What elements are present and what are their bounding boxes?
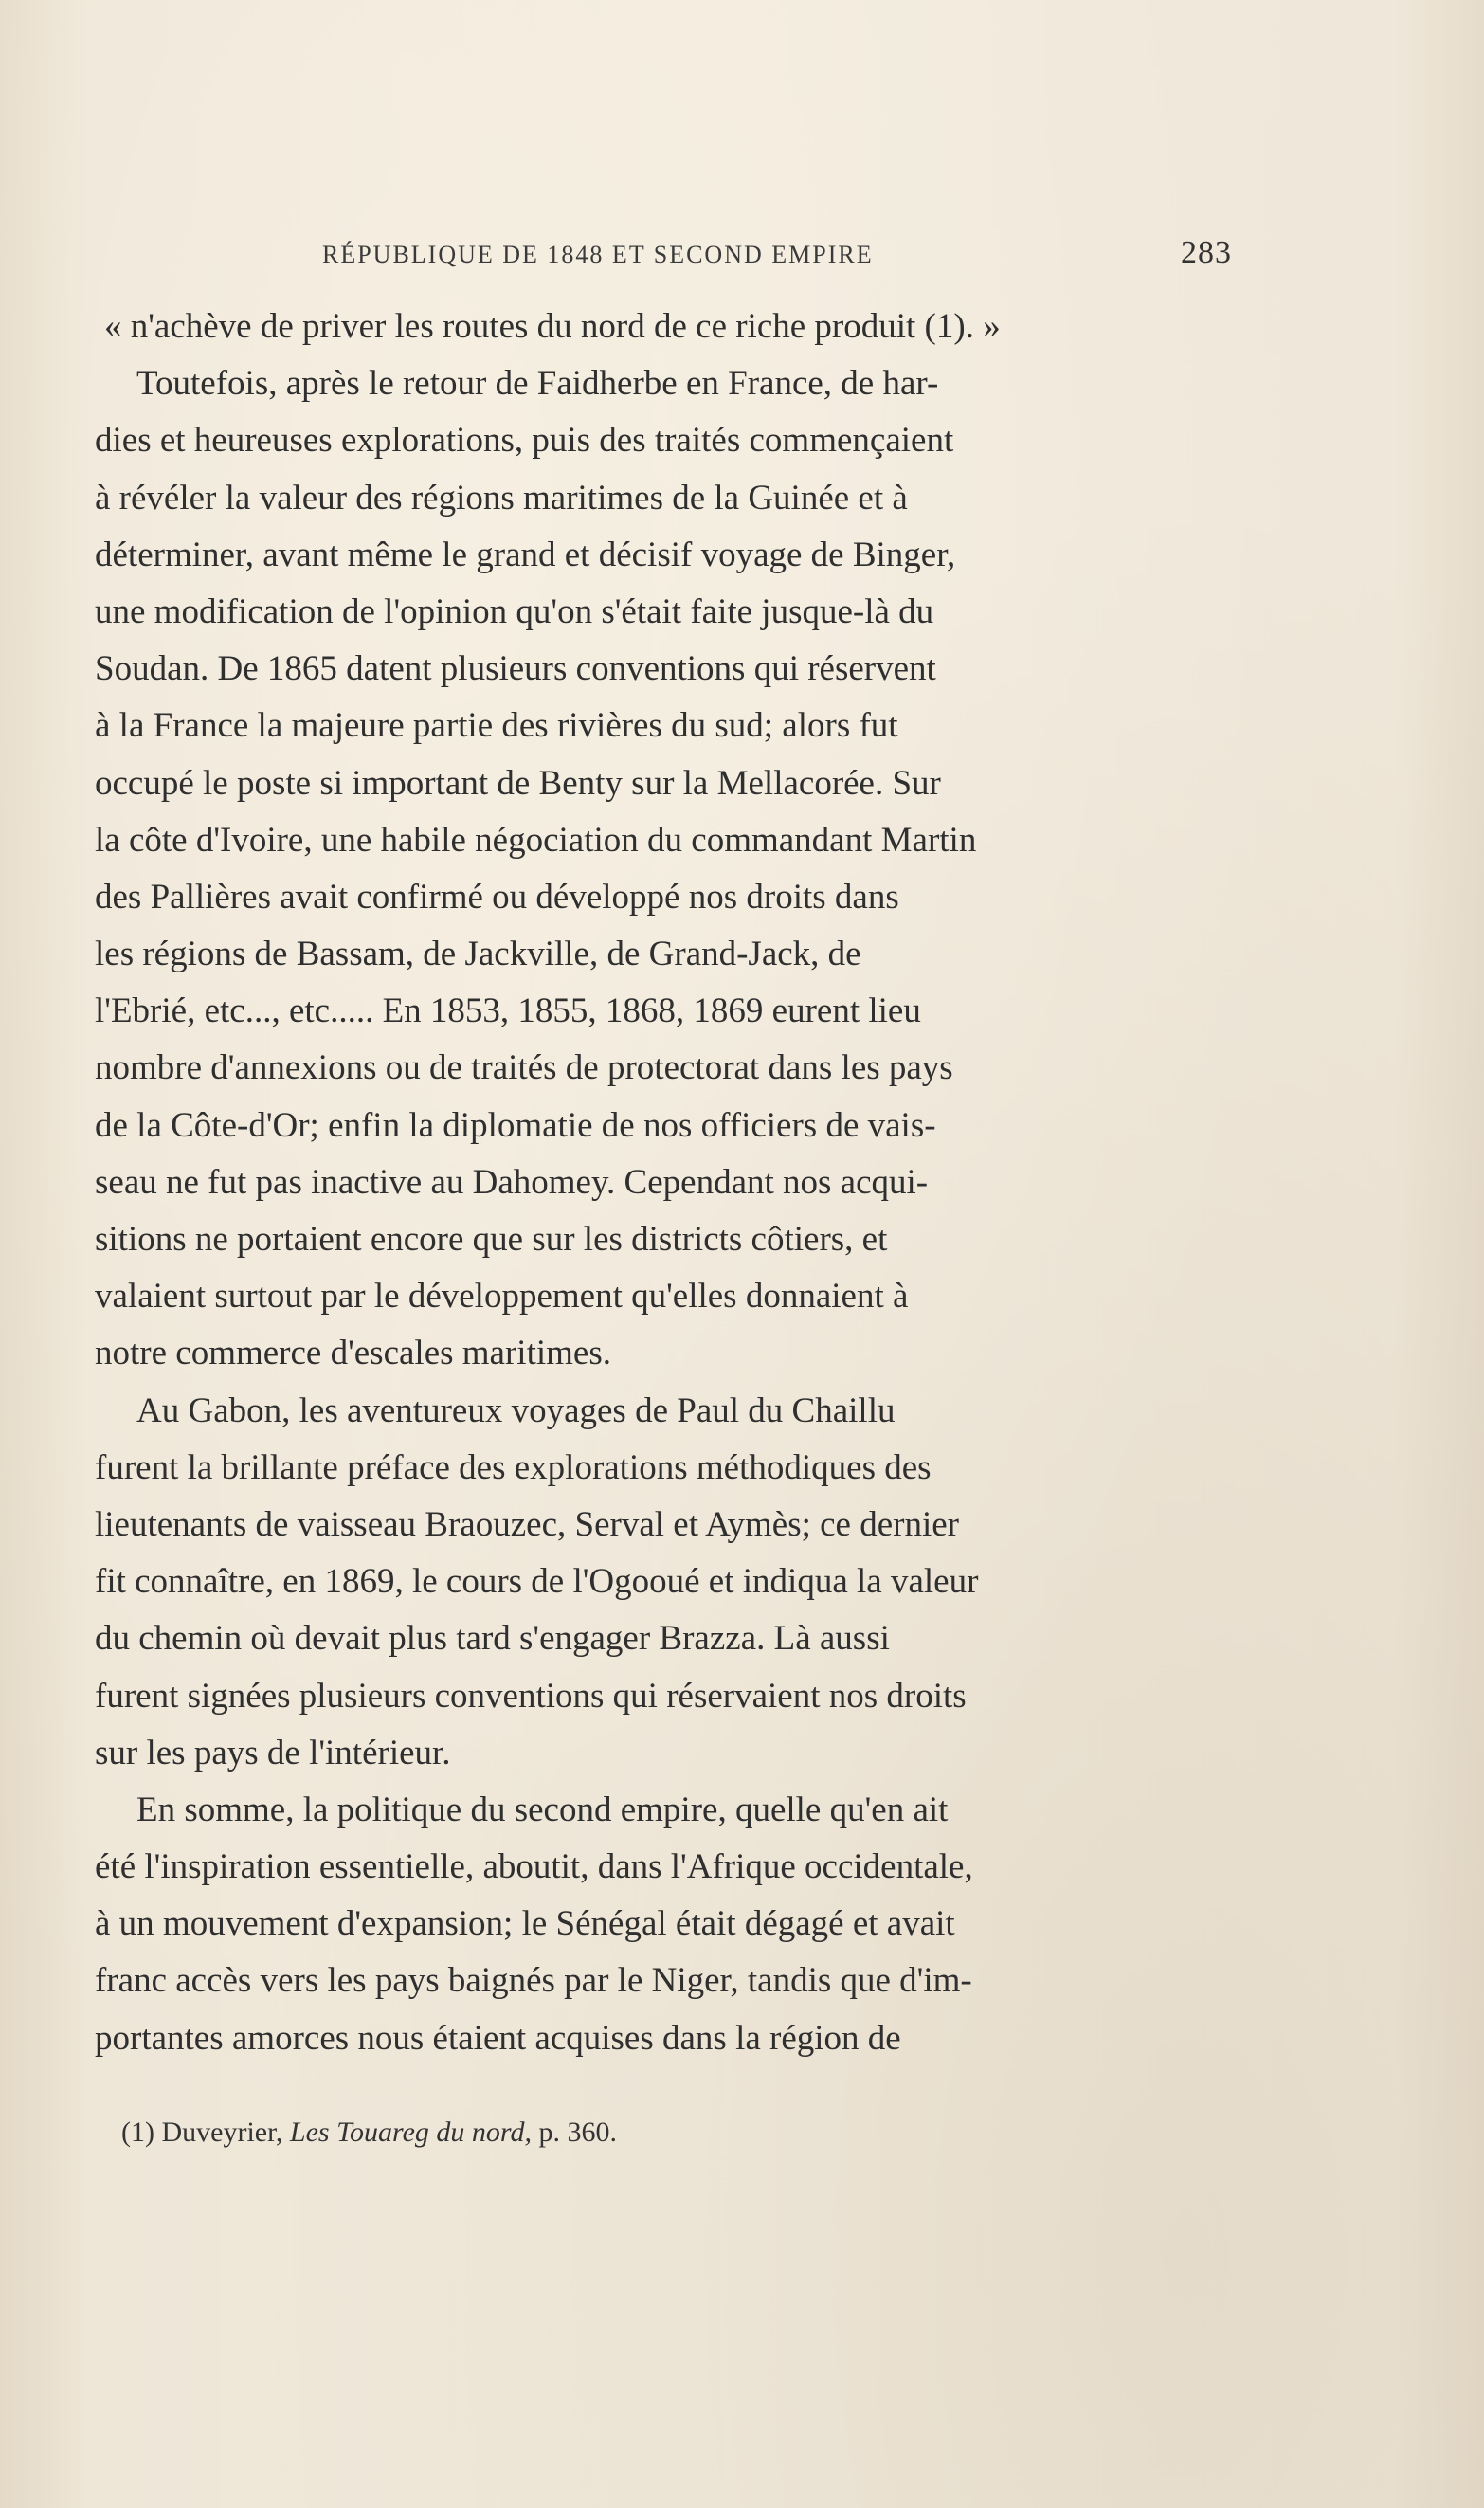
- text-line: seau ne fut pas inactive au Dahomey. Cependant nos acqui-: [95, 1162, 929, 1202]
- text-line: furent la brillante préface des explorations méthodiques des: [95, 1447, 932, 1487]
- page-number: 283: [1181, 235, 1232, 270]
- text-line: à un mouvement d'expansion; le Sénégal était dégagé et avait: [95, 1904, 955, 1944]
- footnote-author: Duveyrier,: [161, 2117, 283, 2148]
- page-header: [322, 235, 1232, 282]
- text-line: des Pallières avait confirmé ou développé nos droits dans: [95, 877, 899, 917]
- text-line: de la Côte-d'Or; enfin la diplomatie de nos officiers de vais-: [95, 1105, 936, 1145]
- text-line: Toutefois, après le retour de Faidherbe en France, de har-: [136, 364, 939, 404]
- text-line: lieutenants de vaisseau Braouzec, Serval et Aymès; ce dernier: [95, 1504, 959, 1544]
- running-title: RÉPUBLIQUE DE 1848 ET SECOND EMPIRE: [322, 241, 874, 268]
- footnote-page: p. 360.: [538, 2117, 617, 2148]
- text-line: la côte d'Ivoire, une habile négociation du commandant Martin: [95, 820, 977, 860]
- text-line: dies et heureuses explorations, puis des traités commençaient: [95, 421, 954, 461]
- footnote-title: Les Touareg du nord,: [289, 2117, 532, 2148]
- footnote-marker: (1): [121, 2117, 154, 2148]
- text-line: occupé le poste si important de Benty sur la Mellacorée. Sur: [95, 763, 941, 803]
- text-line: sur les pays de l'intérieur.: [95, 1733, 451, 1772]
- text-line: valaient surtout par le développement qu'elles donnaient à: [95, 1277, 909, 1317]
- text-line: portantes amorces nous étaient acquises dans la région de: [95, 2018, 901, 2058]
- text-line: notre commerce d'escales maritimes.: [95, 1334, 611, 1373]
- text-line: sitions ne portaient encore que sur les districts côtiers, et: [95, 1220, 888, 1259]
- text-line: Au Gabon, les aventureux voyages de Paul du Chaillu: [136, 1390, 896, 1430]
- text-line: été l'inspiration essentielle, aboutit, dans l'Afrique occidentale,: [95, 1847, 973, 1887]
- text-line: l'Ebrié, etc..., etc..... En 1853, 1855, 1868, 1869 eurent lieu: [95, 991, 921, 1031]
- text-line: une modification de l'opinion qu'on s'était faite jusque-là du: [95, 591, 934, 631]
- text-line: à la France la majeure partie des rivières du sud; alors fut: [95, 706, 898, 746]
- text-line: fit connaître, en 1869, le cours de l'Ogooué et indiqua la valeur: [95, 1562, 979, 1602]
- text-line: franc accès vers les pays baignés par le Niger, tandis que d'im-: [95, 1961, 972, 2001]
- body-text: [95, 299, 1222, 2067]
- text-line: En somme, la politique du second empire, quelle qu'en ait: [136, 1790, 949, 1829]
- text-line: du chemin où devait plus tard s'engager Brazza. Là aussi: [95, 1619, 890, 1659]
- text-line: « n'achève de priver les routes du nord de ce riche produit (1). »: [104, 307, 1001, 346]
- text-line: nombre d'annexions ou de traités de protectorat dans les pays: [95, 1048, 953, 1088]
- footnote: [121, 2114, 1164, 2152]
- text-line: furent signées plusieurs conventions qui réservaient nos droits: [95, 1676, 967, 1716]
- text-line: déterminer, avant même le grand et décisif voyage de Binger,: [95, 535, 956, 574]
- text-line: à révéler la valeur des régions maritimes de la Guinée et à: [95, 478, 908, 518]
- text-line: Soudan. De 1865 datent plusieurs conventions qui réservent: [95, 649, 936, 689]
- text-line: les régions de Bassam, de Jackville, de Grand-Jack, de: [95, 935, 861, 974]
